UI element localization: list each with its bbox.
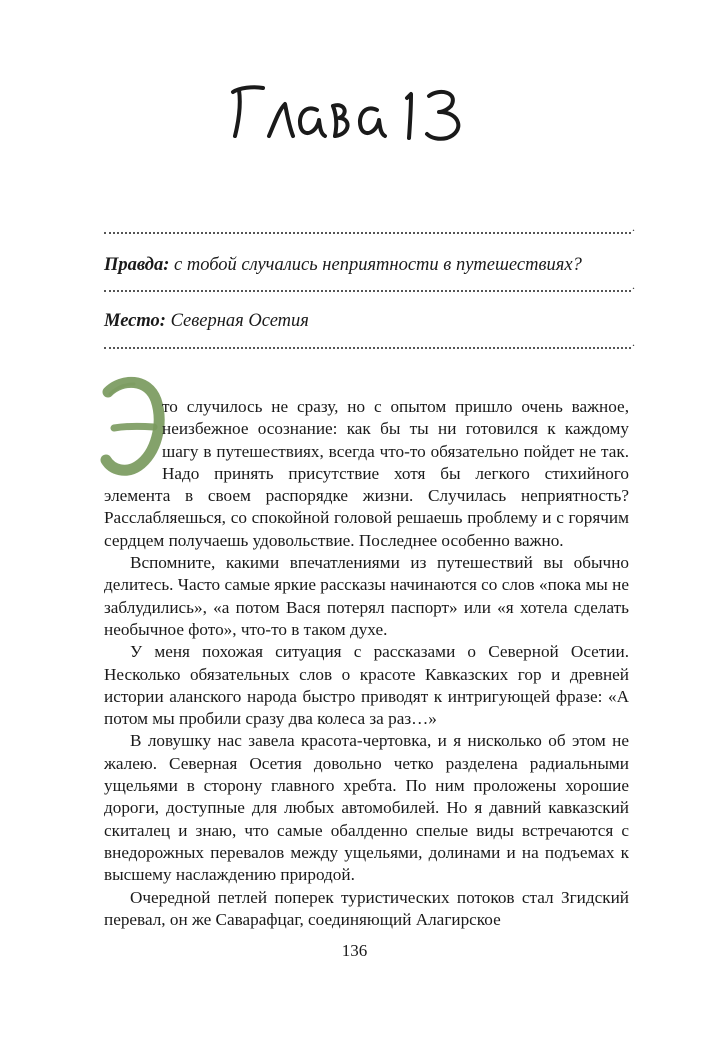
truth-value: с тобой случались неприятности в путешествиях? bbox=[174, 255, 582, 275]
place-key: Место: bbox=[104, 311, 166, 331]
place-line bbox=[104, 311, 644, 332]
paragraph: Очередной петлей поперек туристических потоков стал Згидский перевал, он же Саварафцаг, соединяющий Алагирское bbox=[104, 887, 629, 929]
paragraph: В ловушку нас завела красота-чертовка, и я нисколько об этом не жалею. Северная Осетия довольно четко разделена радиальными ущельями в сторону главного хребта. По ним проложены хорошие дороги, доступные для любых автомобилей. Но я давний кавказский скиталец и знаю, что самые обалденно спелые виды встречаются с внедорожных перевалов между ущельями, долинами и на подъемах к высшему наслаждению природой. bbox=[104, 731, 629, 885]
chapter-title-handwriting bbox=[225, 70, 485, 150]
body-text bbox=[104, 396, 629, 931]
paragraph: У меня похожая ситуация с рассказами о Северной Осетии. Несколько обязательных слов о красоте Кавказских гор и древней истории аланского народа быстро приводят к интригующей фразе: «А потом мы пробили сразу два колеса за раз…» bbox=[104, 642, 629, 729]
chapter-title-text bbox=[0, 70, 1, 71]
dotted-divider: . bbox=[104, 228, 631, 234]
chapter-title bbox=[0, 70, 709, 150]
paragraph: то случилось не сразу, но с опытом пришло очень важное, неизбежное осознание: как бы ты ни готовился к каждому шагу в путешествиях, всегда что-то обязательно пойдет не так. Надо принять присутствие хотя бы легкого стихийного элемента в своем распорядке жизни. Случилась неприятность? Расслабляешься, со спокойной головой решаешь проблему и с горячим сердцем получаешь удовольствие. Последнее особенно важно. bbox=[104, 397, 629, 550]
paragraph: Вспомните, какими впечатлениями из путешествий вы обычно делитесь. Часто самые яркие рассказы начинаются со слов «пока мы не заблудились», «а потом Вася потерял паспорт» или «я хотела сделать необычное фото», что-то в таком духе. bbox=[104, 553, 629, 639]
truth-key: Правда: bbox=[104, 255, 170, 275]
dotted-divider: . bbox=[104, 286, 631, 292]
place-value: Северная Осетия bbox=[170, 311, 309, 331]
dotted-divider: . bbox=[104, 343, 631, 349]
truth-line bbox=[104, 255, 644, 276]
page-number: 136 bbox=[341, 941, 368, 960]
